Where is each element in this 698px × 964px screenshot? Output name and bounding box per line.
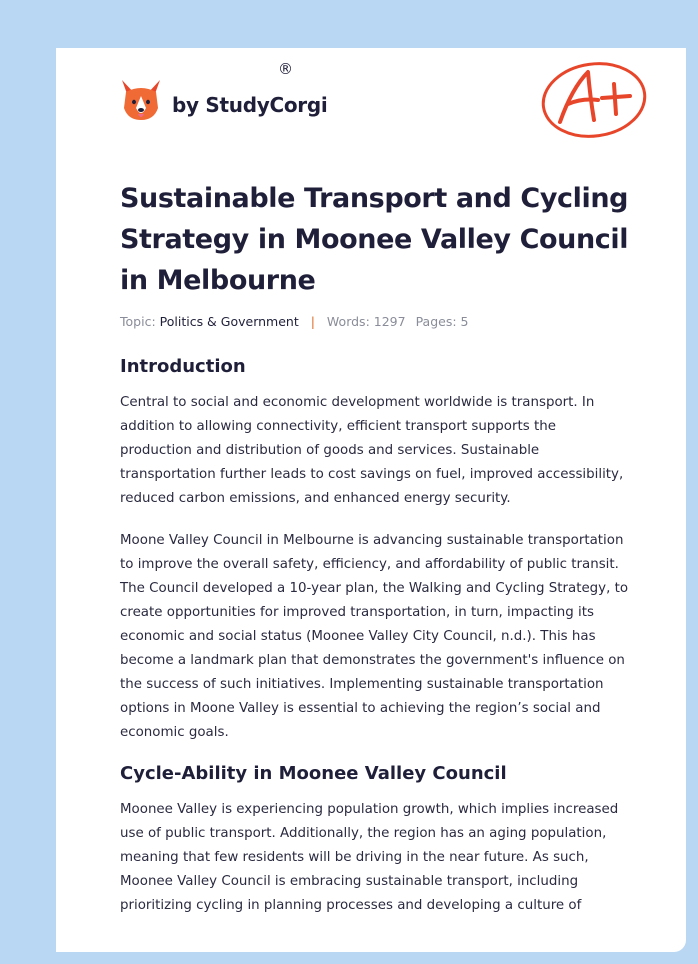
registered-mark: ® xyxy=(278,60,293,78)
intro-paragraph-2: Moone Valley Council in Melbourne is advancing sustainable transportation to improve the overall safety, efficiency, and affordability of public transit. The Council developed a 10-year plan, the Walking and Cycling Strategy, to create opportunities for improved transportation, in turn, impacting its economic and social status (Moonee Valley City Council, n.d.). This has become a landmark plan that demonstrates the government's influence on the success of such initiatives. Implementing sustainable transportation options in Moone Valley is essential to achieving the region’s social and economic goals. xyxy=(120,533,629,740)
topic-link[interactable]: Politics & Government xyxy=(159,314,299,329)
pages-label: Pages: xyxy=(415,314,457,329)
section-heading-cycle-ability: Cycle-Ability in Moonee Valley Council xyxy=(120,763,507,784)
studycorgi-logo[interactable] xyxy=(120,76,327,126)
word-count: 1297 xyxy=(373,314,406,329)
intro-paragraph-1: Central to social and economic development worldwide is transport. In addition to allowing connectivity, efficient transport supports the production and distribution of goods and services. Sustainable transportation further leads to cost savings on fuel, improved accessibility, reduced carbon emissions, and enhanced energy security. xyxy=(120,395,624,506)
page-count: 5 xyxy=(460,314,469,329)
corgi-icon xyxy=(120,78,162,124)
words-label: Words: xyxy=(326,314,370,329)
grade-text: A+ xyxy=(538,58,540,59)
brand-name: by StudyCorgi xyxy=(172,93,328,117)
section-heading-introduction: Introduction xyxy=(120,356,246,377)
meta-separator: | xyxy=(310,314,315,329)
article-meta xyxy=(120,313,632,331)
topic-label: Topic: xyxy=(120,314,156,329)
article xyxy=(120,178,632,918)
cycle-paragraph-1: Moonee Valley is experiencing population growth, which implies increased use of public transport. Additionally, the region has an aging population, meaning that few residents will be driving in the near future. As such, Moonee Valley Council is embracing sustainable transport, including prioritizing cycling in planning processes and developing a culture of xyxy=(120,802,619,913)
article-title: Sustainable Transport and Cycling Strategy in Moonee Valley Council in Melbourne xyxy=(120,183,629,296)
document-page xyxy=(56,48,686,952)
a-plus-grade-badge xyxy=(538,58,650,140)
